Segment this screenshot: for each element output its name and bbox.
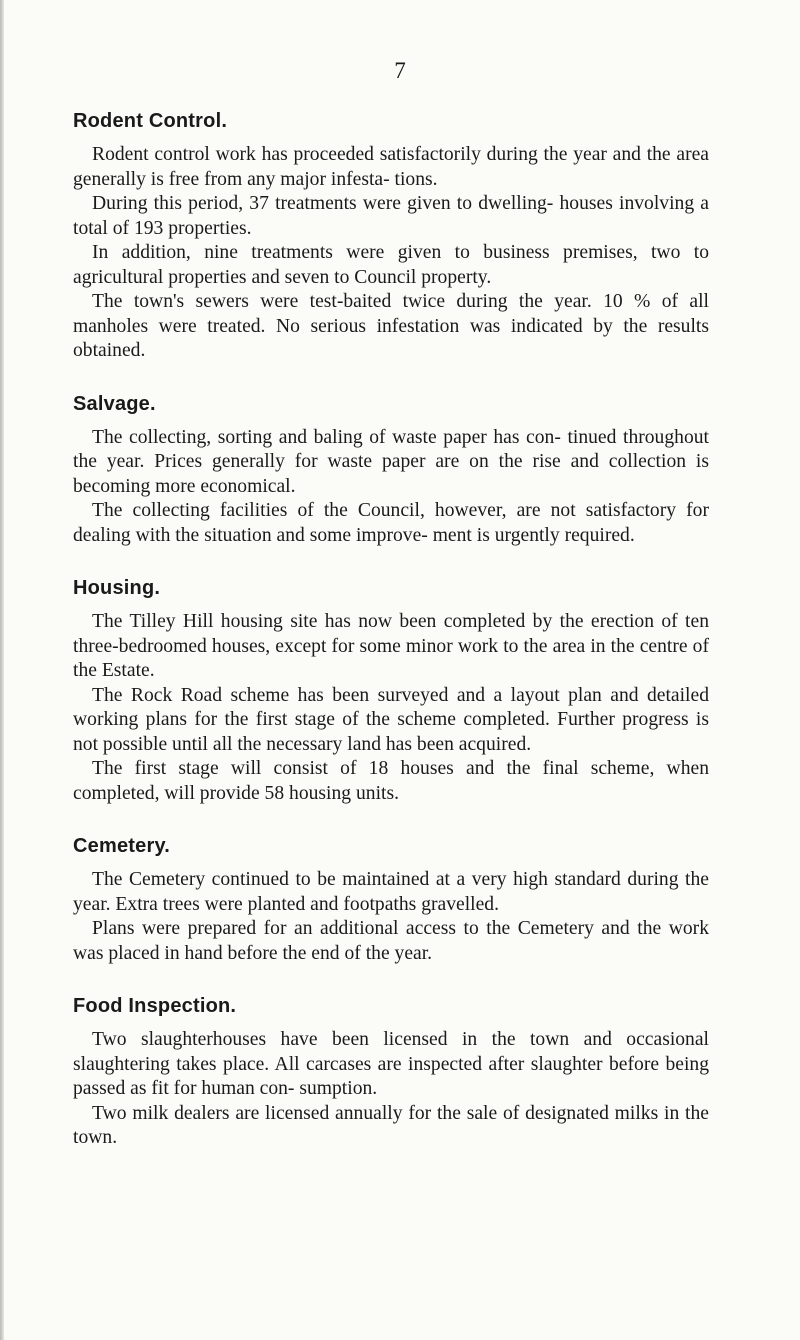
paragraph: The Rock Road scheme has been surveyed and a layout plan and detailed working plans for the first stage of the scheme completed. Further progress is not possible until all the necessary land has been acquired. — [73, 684, 709, 755]
paragraph: The town's sewers were test-baited twice during the year. 10 % of all manholes were treated. No serious infestation was indicated by the results obtained. — [73, 291, 709, 361]
section-housing — [73, 575, 709, 806]
section-cemetery — [73, 833, 709, 966]
paragraph: The collecting facilities of the Council, however, are not satisfactory for dealing with the situation and some improve- ment is urgently required. — [73, 500, 709, 546]
section-salvage — [73, 391, 709, 549]
section-heading: Housing. — [73, 577, 161, 599]
paragraph: The Tilley Hill housing site has now been completed by the erection of ten three-bedroomed houses, except for some minor work to the area in the centre of the Estate. — [73, 611, 709, 681]
section-food-inspection — [73, 993, 709, 1151]
paragraph: During this period, 37 treatments were given to dwelling- houses involving a total of 193 properties. — [73, 193, 709, 239]
paragraph: The first stage will consist of 18 houses and the final scheme, when completed, will provide 58 housing units. — [73, 758, 709, 804]
page-edge-shadow — [0, 0, 4, 1340]
paragraph: The collecting, sorting and baling of waste paper has con- tinued throughout the year. Prices generally for waste paper are on the rise and collection is becoming more economical. — [73, 426, 709, 497]
paragraph: In addition, nine treatments were given to business premises, two to agricultural properties and seven to Council property. — [73, 242, 709, 288]
paragraph: The Cemetery continued to be maintained at a very high standard during the year. Extra trees were planted and footpaths gravelled. — [73, 869, 709, 915]
section-heading: Rodent Control. — [73, 110, 228, 132]
section-heading: Food Inspection. — [73, 995, 237, 1017]
paragraph: Two milk dealers are licensed annually for the sale of designated milks in the town. — [73, 1102, 709, 1148]
paragraph: Two slaughterhouses have been licensed in the town and occasional slaughtering takes place. All carcases are inspected after slaughter before being passed as fit for human con- sumption. — [73, 1029, 709, 1099]
section-heading: Cemetery. — [73, 835, 171, 857]
section-rodent-control — [73, 108, 709, 364]
section-heading: Salvage. — [73, 392, 156, 415]
document-body — [73, 108, 709, 1178]
page-number: 7 — [394, 58, 406, 83]
paragraph: Plans were prepared for an additional access to the Cemetery and the work was placed in hand before the end of the year. — [73, 918, 709, 964]
paragraph: Rodent control work has proceeded satisfactorily during the year and the area generally is free from any major infesta- tions. — [73, 144, 709, 190]
